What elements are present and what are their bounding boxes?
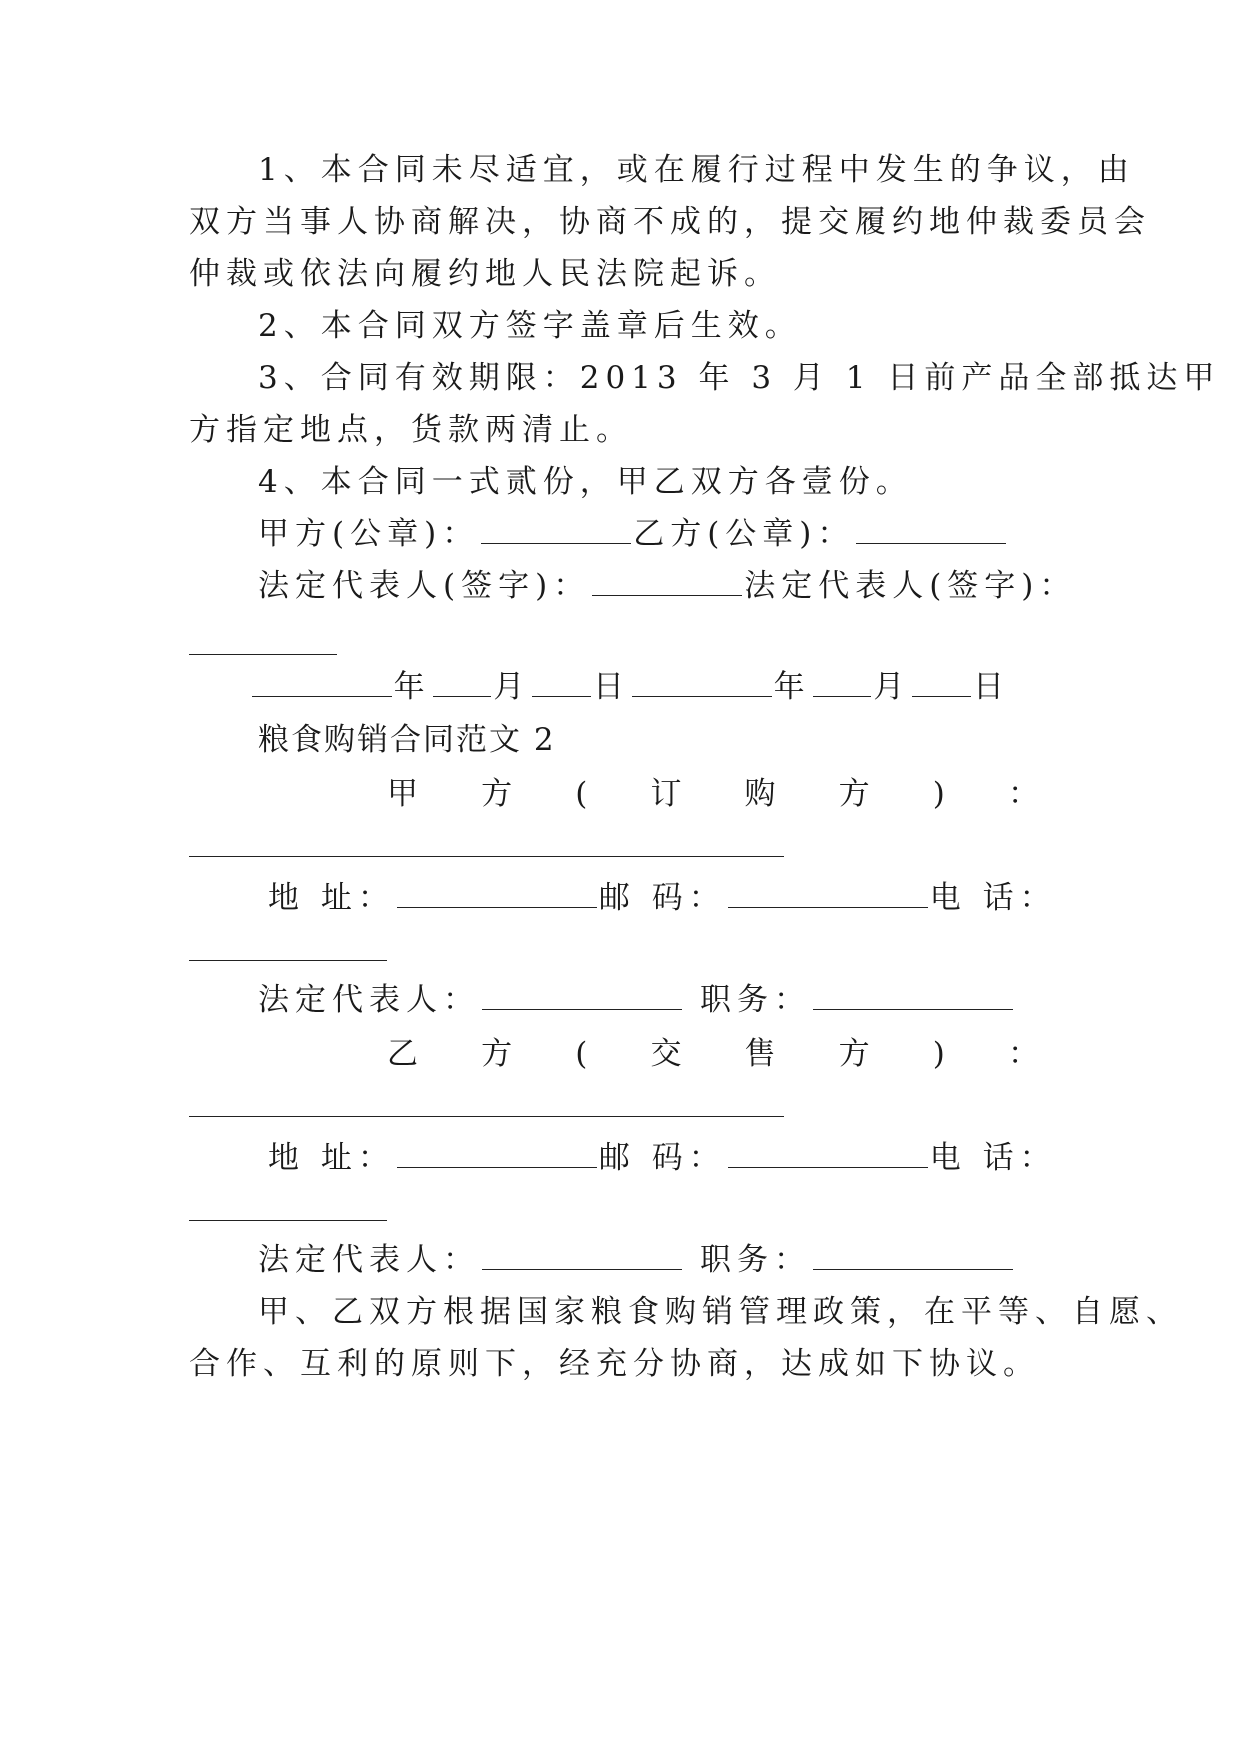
party-a-char: 方 <box>838 776 870 812</box>
party-b-name-blank <box>189 1116 784 1117</box>
party-b-char: 售 <box>744 1036 776 1072</box>
party-b-rep-line <box>258 1238 1015 1282</box>
party-a-contact-line <box>268 876 1057 920</box>
party-b-position-label: 职务： <box>700 1242 811 1278</box>
clause-1-line-1: 1、本合同未尽适宜，或在履行过程中发生的争议，由 <box>258 152 1135 188</box>
party-b-rep-label: 法定代表人： <box>258 1242 480 1278</box>
seal-line <box>258 512 1008 556</box>
clause-1-line-3: 仲裁或依法向履约地人民法院起诉。 <box>189 256 781 292</box>
party-b-char: 方 <box>481 1036 513 1072</box>
date-b-year: 年 <box>773 669 811 705</box>
rep-sign-line <box>258 564 1076 608</box>
party-a-char: 购 <box>744 776 776 812</box>
party-a-rep-blank <box>482 1008 682 1010</box>
party-a-position-label: 职务： <box>700 982 811 1018</box>
date-a-year-blank <box>252 695 392 697</box>
rep-sign-b-blank <box>189 654 337 655</box>
rep-sign-a-label: 法定代表人(签字)： <box>258 568 591 604</box>
date-line <box>250 665 1010 709</box>
party-b-position-blank <box>813 1268 1013 1270</box>
date-b-month-blank <box>813 695 872 697</box>
date-a-day: 日 <box>592 669 630 705</box>
party-b-address: 地 址： <box>268 1136 599 1180</box>
party-b-char: 交 <box>650 1036 682 1072</box>
party-b-char: ： <box>1007 1036 1039 1072</box>
party-a-postcode-blank <box>728 906 928 908</box>
party-a-char: 方 <box>481 776 513 812</box>
party-b-postcode-blank <box>728 1166 928 1168</box>
clause-1-line-2: 双方当事人协商解决，协商不成的，提交履约地仲裁委员会 <box>189 204 1151 240</box>
party-b-char: ) <box>932 1036 945 1072</box>
date-b-day: 日 <box>972 669 1010 705</box>
clause-2: 2、本合同双方签字盖章后生效。 <box>258 308 802 344</box>
date-a-day-blank <box>532 695 591 697</box>
party-a-phone-blank <box>189 960 387 961</box>
party-b-address-blank <box>397 1166 597 1168</box>
party-b-header <box>189 1032 1039 1076</box>
rep-sign-a-blank <box>592 594 742 596</box>
party-b-seal-blank <box>856 542 1006 544</box>
party-b-char: ( <box>575 1036 588 1072</box>
party-a-char: 订 <box>650 776 682 812</box>
date-a-month: 月 <box>493 669 531 705</box>
date-a-year: 年 <box>393 669 431 705</box>
party-a-position-blank <box>813 1008 1013 1010</box>
clause-4: 4、本合同一式贰份，甲乙双方各壹份。 <box>258 464 913 500</box>
party-a-rep-line <box>258 978 1015 1022</box>
party-a-name-blank <box>189 856 784 857</box>
date-a-month-blank <box>433 695 492 697</box>
party-a-char: ( <box>575 776 588 812</box>
rep-sign-b-label: 法定代表人(签字)： <box>744 568 1077 604</box>
party-b-phone-blank <box>189 1220 387 1221</box>
party-b-rep-blank <box>482 1268 682 1270</box>
party-b-phone-label: 电 话： <box>929 1140 1057 1176</box>
party-b-postcode: 邮 码： <box>599 1136 930 1180</box>
party-b-char: 方 <box>838 1036 870 1072</box>
party-b-char: 乙 <box>387 1036 418 1072</box>
party-a-char: ) <box>932 776 945 812</box>
party-a-char: 甲 <box>387 776 418 812</box>
party-a-char: ： <box>1007 776 1039 812</box>
party-a-rep-label: 法定代表人： <box>258 982 480 1018</box>
party-a-postcode: 邮 码： <box>599 876 930 920</box>
party-b-seal-label: 乙方(公章)： <box>633 516 855 552</box>
party-a-seal-blank <box>481 542 631 544</box>
party-b-contact-line <box>268 1136 1057 1180</box>
party-a-address-blank <box>397 906 597 908</box>
date-b-day-blank <box>912 695 971 697</box>
party-a-header <box>189 772 1039 816</box>
party-a-seal-label: 甲方(公章)： <box>258 516 480 552</box>
clause-3-line-1: 3、合同有效期限：2013 年 3 月 1 日前产品全部抵达甲 <box>258 360 1221 396</box>
date-b-year-blank <box>632 695 772 697</box>
party-a-address: 地 址： <box>268 876 599 920</box>
party-a-phone-label: 电 话： <box>929 880 1057 916</box>
date-b-month: 月 <box>873 669 911 705</box>
intro-line-2: 合作、互利的原则下，经充分协商，达成如下协议。 <box>189 1346 1040 1382</box>
section-2-title: 粮食购销合同范文 2 <box>258 722 556 758</box>
intro-line-1: 甲、乙双方根据国家粮食购销管理政策，在平等、自愿、 <box>258 1294 1183 1330</box>
clause-3-line-2: 方指定地点，货款两清止。 <box>189 412 633 448</box>
